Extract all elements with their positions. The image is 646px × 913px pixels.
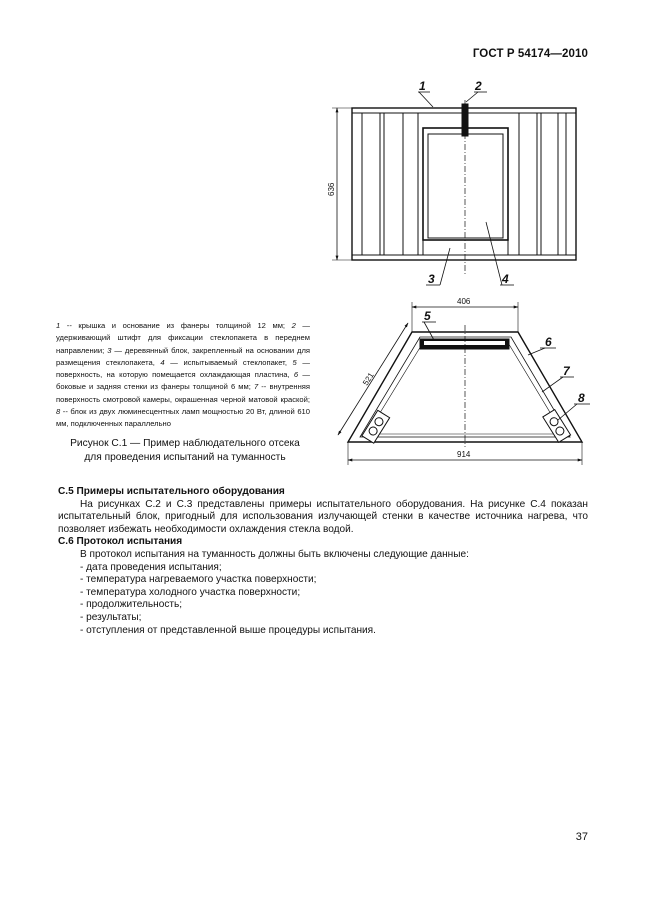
legend-text: — деревянный блок, закрепленный на основании для размещения стеклопакета, [56,345,311,367]
label-7: 7 [563,364,570,378]
section-c6-title: С.6 Протокол испытания [58,536,183,548]
dim-slant: 521 [361,370,376,388]
legend-text: — боковые и задняя стенки из фанеры толщиной 6 мм; [56,370,310,392]
dim-top-width: 406 [457,297,471,306]
label-8: 8 [578,391,585,405]
legend-text: -- внутренняя поверхность смотровой камеры, окрашенная черной матовой краской; [56,382,311,404]
section-c5-title: С.5 Примеры испытательного оборудования [58,486,285,497]
page-number: 37 [575,831,588,843]
legend-number: 5 [292,357,297,367]
label-3: 3 [428,272,435,286]
section-c5-paragraph: На рисунках С.2 и С.3 представлены примеры испытательного оборудования. На рисунке С.4 показан испытательный блок, пригодный для использования излучающей стенки в качестве источника нагрева, что позволяет избежать необходимости охлаждения стекла водой. [58,498,588,535]
body-text [58,486,588,637]
caption-line-2: для проведения испытаний на туманность [84,451,286,463]
label-5: 5 [424,309,431,323]
legend-number: 3 [107,345,112,355]
label-6: 6 [545,335,552,349]
label-4: 4 [502,272,509,286]
figure-caption [56,437,314,464]
legend-number: 8 [56,407,61,417]
list-item: - температура холодного участка поверхности; [80,586,301,598]
legend-number: 4 [160,357,165,367]
legend-text: -- крышка и основание из фанеры толщиной 12 мм; [60,321,292,330]
legend-number: 1 [56,321,61,330]
list-item: - результаты; [80,611,142,623]
list-item: - отступления от представленной выше процедуры испытания. [80,624,376,636]
label-1: 1 [419,79,426,93]
list-item: - дата проведения испытания; [80,561,222,573]
section-c6-intro: В протокол испытания на туманность должны быть включены следующие данные: [80,548,469,560]
list-item: - продолжительность; [80,599,183,611]
label-2: 2 [475,79,482,93]
legend-number: 2 [291,321,296,330]
figure-legend [56,320,310,431]
dim-height: 636 [327,182,336,196]
legend-number: 7 [253,382,259,392]
document-code: ГОСТ Р 54174—2010 [472,48,588,60]
dim-bottom-width: 914 [457,450,471,459]
legend-text: -- блок из двух люминесцентных ламп мощностью 20 Вт, длиной 610 мм, подключенных параллельно [56,407,310,429]
legend-number: 6 [293,370,299,380]
legend-text: — поверхность, на которую помещается охлаждающая пластина, [56,357,310,380]
legend-text: — испытываемый стеклопакет, [164,357,293,367]
list-item: - температура нагреваемого участка поверхности; [80,574,317,586]
caption-line-1: Рисунок С.1 — Пример наблюдательного отсека [70,438,300,449]
legend-text: — удерживающий штифт для фиксации стеклопакета в переднем направлении; [56,321,310,355]
